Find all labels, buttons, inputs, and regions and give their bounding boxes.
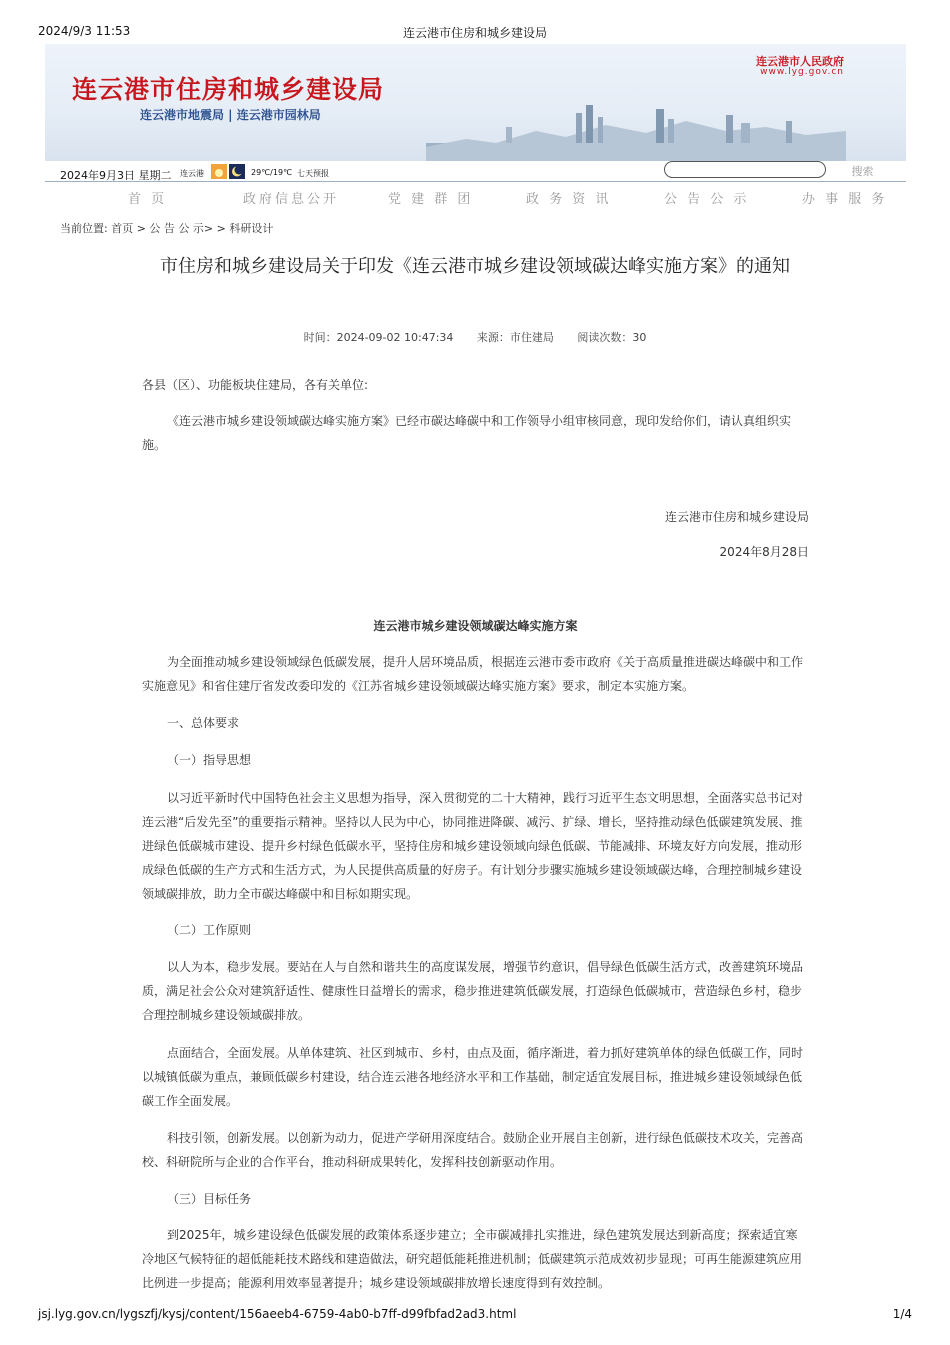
- article-body: [142, 373, 809, 397]
- article-title: 市住房和城乡建设局关于印发《连云港市城乡建设领域碳达峰实施方案》的通知: [160, 256, 790, 277]
- search-button[interactable]: 搜索: [851, 165, 874, 178]
- article-body: [142, 955, 809, 1027]
- publish-time: 时间：2024-09-02 10:47:34: [303, 331, 454, 344]
- paragraph: 《连云港市城乡建设领域碳达峰实施方案》已经市碳达峰碳中和工作领导小组审核同意，现印发给你们，请认真组织实施。: [142, 414, 792, 452]
- paragraph: 到2025年，城乡建设绿色低碳发展的政策体系逐步建立；全市碳减排扎实推进，绿色建筑发展达到新高度；探索适宜寒冷地区气候特征的超低能耗技术路线和建造做法，研究超低能耗推进机制；低碳建筑示范成效初步显现；可再生能源建筑应用比例进一步提高；能源利用效率显著提升；城乡建设领域碳排放增长速度得到有效控制。: [142, 1228, 803, 1290]
- paragraph: 为全面推动城乡建设领域绿色低碳发展，提升人居环境品质，根据连云港市委市政府《关于高质量推进碳达峰碳中和工作实施意见》和省住建厅省发改委印发的《江苏省城乡建设领域碳达峰实施方案》要求，制定本实施方案。: [142, 655, 804, 693]
- site-title: 连云港市住房和城乡建设局: [72, 75, 385, 104]
- article-body: [142, 1041, 809, 1113]
- city-skyline-image: [426, 91, 846, 161]
- print-datetime: 2024/9/3 11:53: [38, 24, 131, 38]
- article-body: [142, 650, 809, 698]
- print-title: 连云港市住房和城乡建设局: [402, 26, 547, 40]
- weather-forecast-link[interactable]: 七天预报: [297, 169, 329, 178]
- article-body: [142, 1126, 809, 1174]
- weather-icon: [211, 164, 245, 179]
- site-subtitle: 连云港市地震局 | 连云港市园林局: [140, 108, 321, 122]
- nav-party[interactable]: 党 建 群 团: [388, 192, 474, 207]
- article-meta: [0, 329, 950, 345]
- signer: 连云港市住房和城乡建设局: [664, 510, 809, 524]
- subsection-heading: （二）工作原则: [167, 923, 252, 937]
- current-date: 2024年9月3日 星期二: [60, 169, 172, 182]
- gov-url[interactable]: www.lyg.gov.cn: [760, 67, 844, 77]
- weather-city: 连云港: [180, 169, 204, 178]
- nav-notice[interactable]: 公 告 公 示: [664, 192, 750, 207]
- paragraph: 科技引领，创新发展。以创新为动力，促进产学研用深度结合。鼓励企业开展自主创新，进行绿色低碳技术攻关，完善高校、科研院所与企业的合作平台，推动科研成果转化，发挥科技创新驱动作用。: [142, 1131, 804, 1169]
- article-body: [142, 711, 809, 735]
- article-body: [142, 1223, 809, 1295]
- paragraph: 以人为本，稳步发展。要站在人与自然和谐共生的高度谋发展，增强节约意识，倡导绿色低碳生活方式，改善建筑环境品质，满足社会公众对建筑舒适性、健康性日益增长的需求，稳步推进建筑低碳发展，打造绿色低碳城市，营造绿色乡村，稳步合理控制城乡建设领域碳排放。: [142, 960, 804, 1022]
- paragraph: 点面结合，全面发展。从单体建筑、社区到城市、乡村，由点及面，循序渐进，着力抓好建筑单体的绿色低碳工作，同时以城镇低碳为重点，兼顾低碳乡村建设，结合连云港各地经济水平和工作基础，制定适宜发展目标，推进城乡建设领域绿色低碳工作全面发展。: [142, 1046, 804, 1108]
- print-header: [38, 24, 912, 40]
- view-count: 阅读次数：30: [577, 331, 647, 344]
- print-footer: [38, 1307, 912, 1323]
- article-body: [142, 505, 809, 529]
- info-bar: [45, 161, 906, 182]
- weather-temperature: 29℃/19℃: [251, 168, 293, 177]
- article-body: [142, 918, 809, 942]
- site-banner: [45, 44, 906, 161]
- main-nav: [60, 188, 895, 208]
- page-url: jsj.lyg.gov.cn/lygszfj/kysj/content/156aeeb4-6759-4ab0-b7ff-d99fbfad2ad3.html: [38, 1307, 517, 1321]
- plan-title: 连云港市城乡建设领域碳达峰实施方案: [373, 619, 578, 633]
- search-input[interactable]: [664, 161, 826, 178]
- subsection-heading: （三）目标任务: [167, 1192, 252, 1206]
- nav-gov-info[interactable]: 政府信息公开: [243, 192, 340, 207]
- subsection-heading: （一）指导思想: [167, 753, 252, 767]
- page-number: 1/4: [892, 1307, 912, 1321]
- article-body: [142, 540, 809, 564]
- article-body: [142, 409, 809, 457]
- breadcrumb[interactable]: 当前位置: 首页 > 公 告 公 示> > 科研设计: [60, 222, 274, 235]
- article-body: [142, 748, 809, 772]
- article-body: [142, 1187, 809, 1211]
- article-body: [142, 614, 809, 638]
- salutation: 各县（区）、功能板块住建局，各有关单位:: [142, 378, 369, 392]
- section-heading: 一、总体要求: [167, 716, 240, 730]
- nav-home[interactable]: 首 页: [128, 192, 168, 207]
- article-source: 来源：市住建局: [476, 331, 554, 344]
- article-body: [142, 786, 809, 906]
- paragraph: 以习近平新时代中国特色社会主义思想为指导，深入贯彻党的二十大精神，践行习近平生态文明思想，全面落实总书记对连云港“后发先至”的重要指示精神。坚持以人民为中心，协同推进降碳、减污、扩绿、增长，坚持推动绿色低碳建筑发展、推进绿色低碳城市建设、提升乡村绿色低碳水平，坚持住房和城乡建设领域向绿色低碳、节能减排、环境友好方向发展，推动形成绿色低碳的生产方式和生活方式，为人民提供高质量的好房子。有计划分步骤实施城乡建设领域碳达峰，合理控制城乡建设领域碳排放，助力全市碳达峰碳中和目标如期实现。: [142, 791, 804, 901]
- gov-logo[interactable]: 连云港市人民政府: [756, 55, 844, 68]
- nav-service[interactable]: 办 事 服 务: [802, 192, 888, 207]
- sign-date: 2024年8月28日: [719, 545, 809, 559]
- nav-news[interactable]: 政 务 资 讯: [526, 192, 612, 207]
